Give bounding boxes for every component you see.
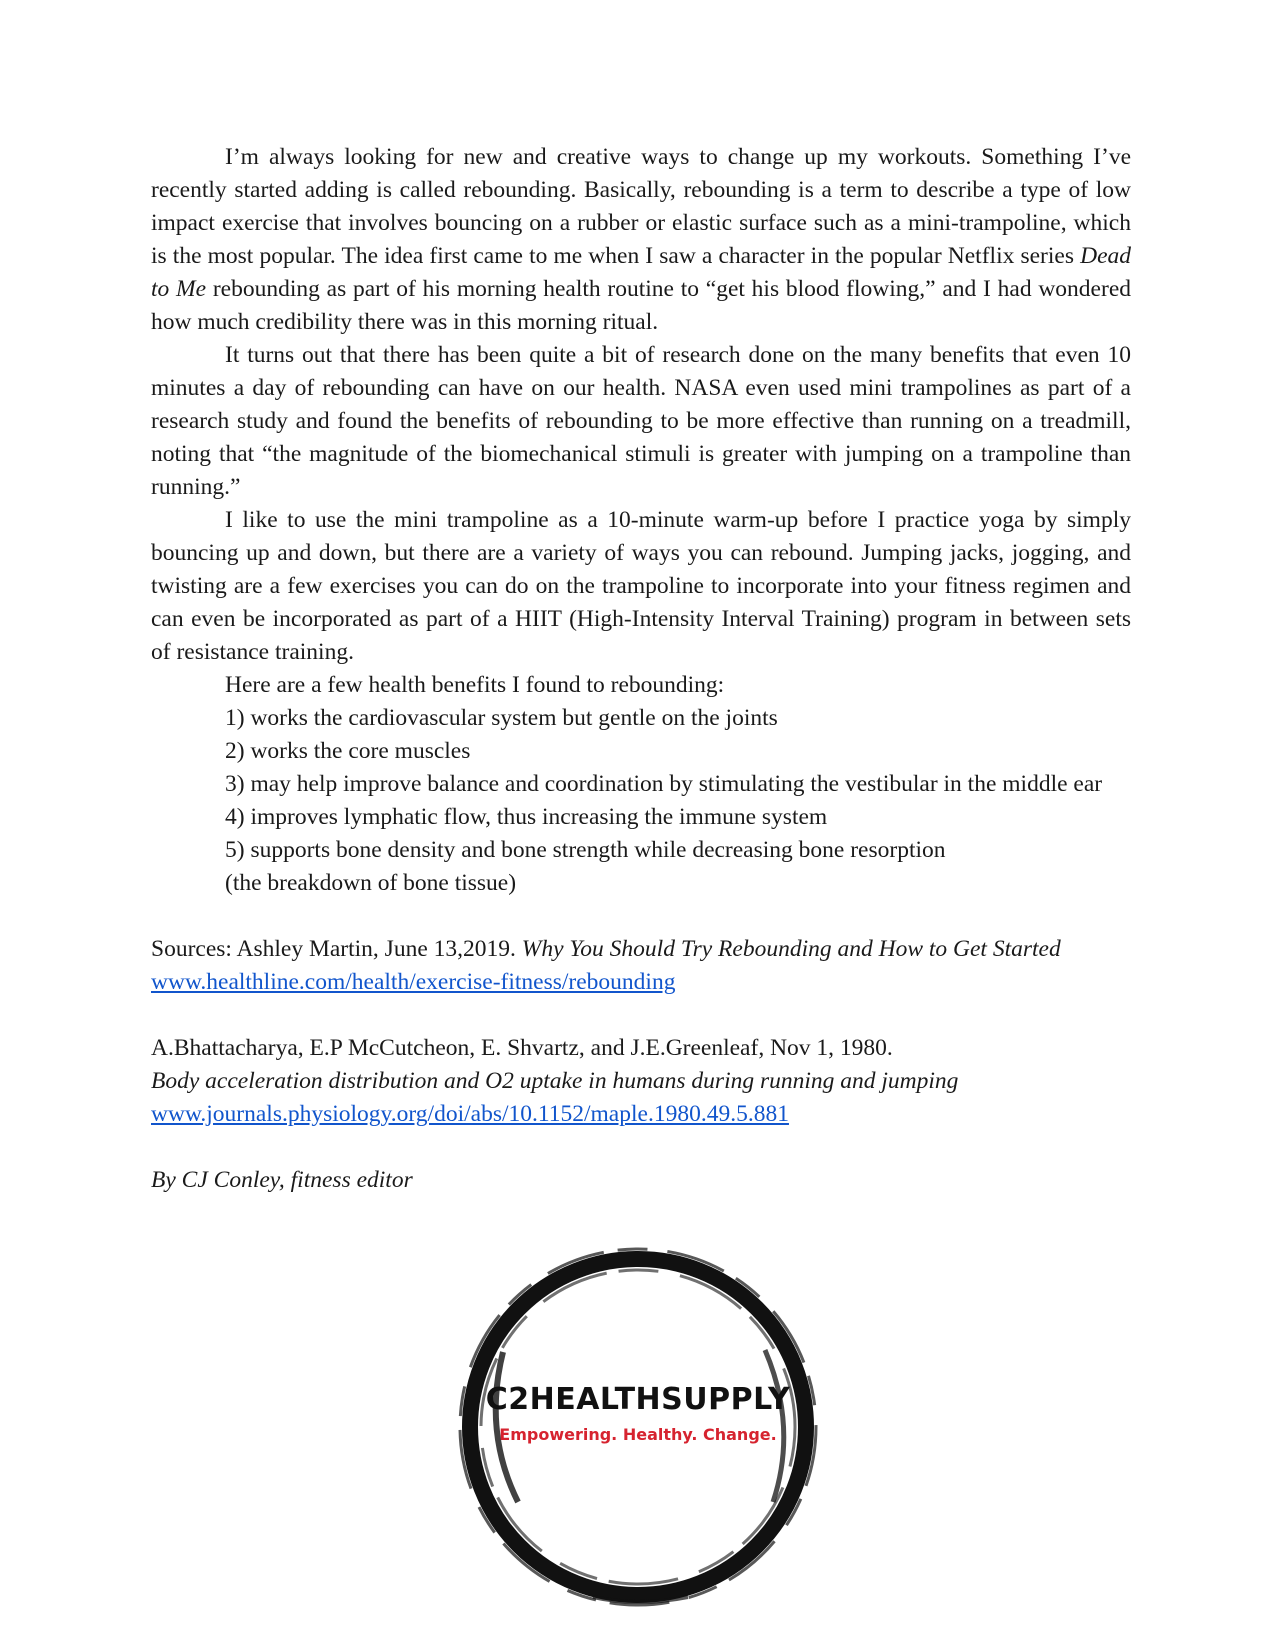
benefits-intro: Here are a few health benefits I found to rebounding: <box>225 672 725 698</box>
source-2-authors: A.Bhattacharya, E.P McCutcheon, E. Shvartz, and J.E.Greenleaf, Nov 1, 1980. <box>151 1035 893 1061</box>
benefit-item: 2) works the core muscles <box>225 738 471 764</box>
source-1-title: Why You Should Try Rebounding and How to Get Started <box>521 936 1061 962</box>
source-1-link[interactable]: www.healthline.com/health/exercise-fitness/rebounding <box>151 969 676 995</box>
benefit-item: 1) works the cardiovascular system but gentle on the joints <box>225 705 778 731</box>
article-body <box>151 141 1131 1197</box>
source-1 <box>151 933 1131 966</box>
paragraph-1-text-end: rebounding as part of his morning health routine to “get his blood flowing,” and I had wondered how much credibility there was in this morning ritual. <box>151 276 1131 335</box>
paragraph-1 <box>151 141 1131 339</box>
show-title: Dead to Me <box>151 243 1131 302</box>
paragraph-1-text: I’m always looking for new and creative ways to change up my workouts. Something I’ve recently started adding is called rebounding. Basically, rebounding is a term to describe a type of low impact exercise that involves bouncing on a rubber or elastic surface such as a mini-trampoline, which is the most popular. The idea first came to me when I saw a character in the popular Netflix series <box>151 144 1131 269</box>
paragraph-3: I like to use the mini trampoline as a 10-minute warm-up before I practice yoga by simply bouncing up and down, but there are a variety of ways you can rebound. Jumping jacks, jogging, and twisting are a few exercises you can do on the trampoline to incorporate into your fitness regimen and can even be incorporated as part of a HIIT (High-Intensity Interval Training) program in between sets of resistance training. <box>151 507 1131 665</box>
source-1-link-line <box>151 966 1131 999</box>
company-logo <box>443 1232 833 1622</box>
source-2-link[interactable]: www.journals.physiology.org/doi/abs/10.1152/maple.1980.49.5.881 <box>151 1101 789 1127</box>
source-2-title: Body acceleration distribution and O2 uptake in humans during running and jumping <box>151 1068 959 1094</box>
benefit-item-continued: (the breakdown of bone tissue) <box>225 870 517 896</box>
benefit-item: 5) supports bone density and bone strength while decreasing bone resorption <box>225 837 946 863</box>
paragraph-2: It turns out that there has been quite a bit of research done on the many benefits that even 10 minutes a day of rebounding can have on our health. NASA even used mini trampolines as part of a research study and found the benefits of rebounding to be more effective than running on a treadmill, noting that “the magnitude of the biomechanical stimuli is greater with jumping on a trampoline than running.” <box>151 342 1131 500</box>
benefit-item: 3) may help improve balance and coordination by stimulating the vestibular in the middle ear <box>225 771 1103 797</box>
byline: By CJ Conley, fitness editor <box>151 1167 413 1193</box>
source-2-link-line <box>151 1098 1131 1131</box>
logo-name: C2HEALTHSUPPLY <box>485 1382 791 1417</box>
logo-tagline: Empowering. Healthy. Change. <box>499 1425 777 1444</box>
benefit-item: 4) improves lymphatic flow, thus increasing the immune system <box>225 804 828 830</box>
source-1-author: Sources: Ashley Martin, June 13,2019. <box>151 936 522 962</box>
